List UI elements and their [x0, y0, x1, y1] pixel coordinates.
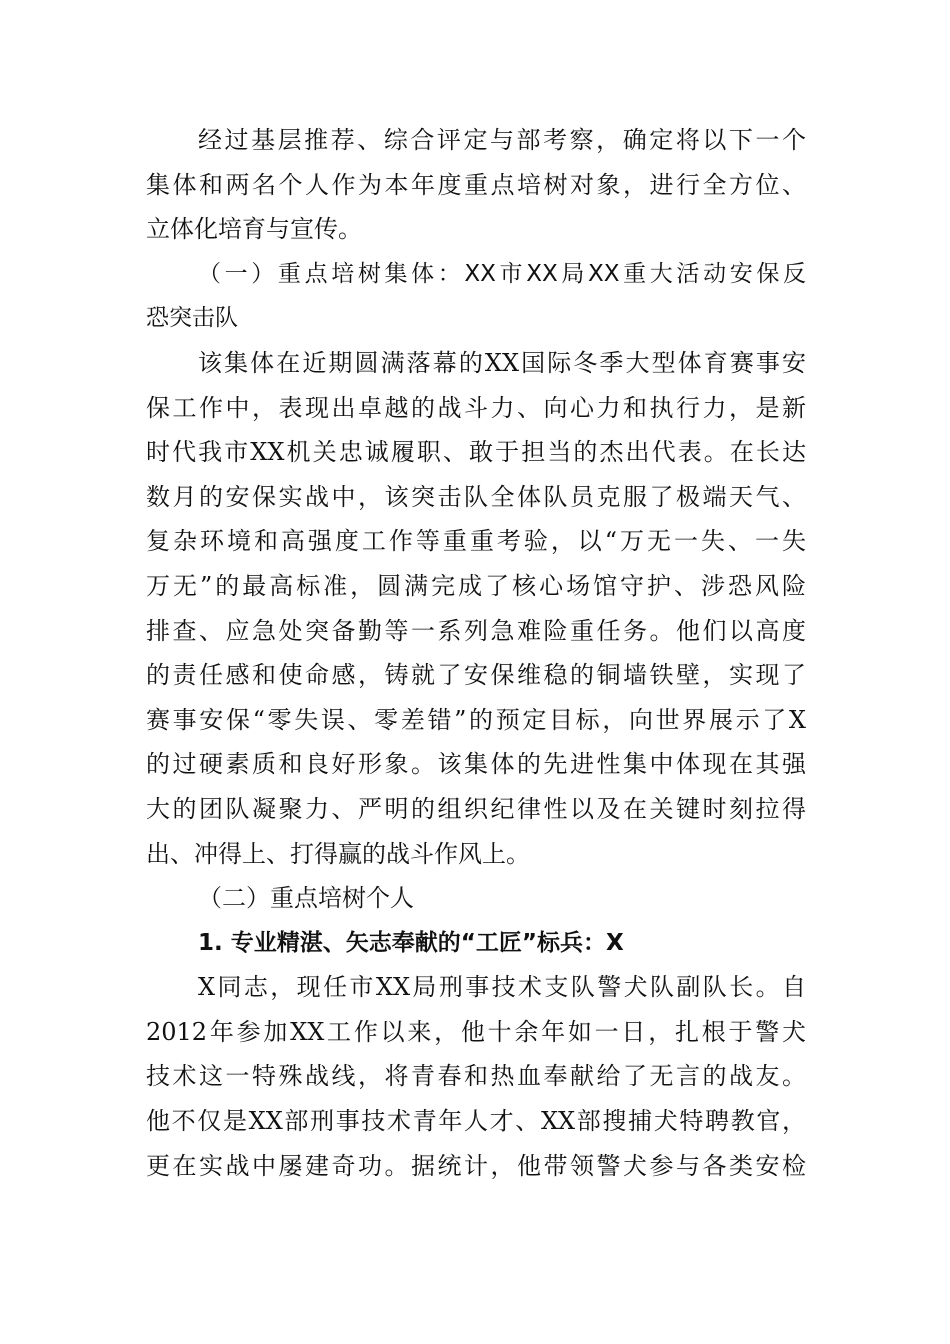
document-page — [146, 118, 806, 1188]
text-line: 该集体在近期圆满落幕的XX国际冬季大型体育赛事安 — [198, 348, 806, 377]
heading-line: （一）重点培树集体：XX市XX局XX重大活动安保反 — [198, 260, 806, 287]
text-line: 数月的安保实战中，该突击队全体队员克服了极端天气、 — [146, 482, 806, 511]
text-line: 赛事安保“零失误、零差错”的预定目标，向世界展示了X — [146, 705, 806, 734]
individual-paragraph — [146, 965, 806, 1188]
text-line: 保工作中，表现出卓越的战斗力、向心力和执行力，是新 — [146, 393, 806, 422]
text-line: 技术这一特殊战线，将青春和热血奉献给了无言的战友。 — [146, 1062, 806, 1091]
text-line: 的责任感和使命感，铸就了安保维稳的铜墙铁壁，实现了 — [146, 661, 806, 690]
text-line: 集体和两名个人作为本年度重点培树对象，进行全方位、 — [146, 170, 806, 199]
collective-paragraph — [146, 341, 806, 876]
intro-paragraph — [146, 118, 806, 252]
text-line: 出、冲得上、打得赢的战斗作风上。 — [146, 839, 530, 868]
text-line: 时代我市XX机关忠诚履职、敢于担当的杰出代表。在长达 — [146, 438, 806, 467]
text-line: X同志，现任市XX局刑事技术支队警犬队副队长。自 — [198, 973, 806, 1002]
text-line: 立体化培育与宣传。 — [146, 215, 362, 244]
text-line: 2012年参加XX工作以来，他十余年如一日，扎根于警犬 — [146, 1017, 806, 1046]
section-heading-individuals: （二）重点培树个人 — [198, 884, 414, 913]
text-line: 更在实战中屡建奇功。据统计，他带领警犬参与各类安检 — [146, 1151, 806, 1180]
subheading-individual-1: 1. 专业精湛、矢志奉献的“工匠”标兵：X — [198, 929, 624, 956]
text-line: 的过硬素质和良好形象。该集体的先进性集中体现在其强 — [146, 750, 806, 779]
text-line: 经过基层推荐、综合评定与部考察，确定将以下一个 — [198, 126, 806, 154]
heading-line: 恐突击队 — [146, 305, 238, 332]
text-line: 复杂环境和高强度工作等重重考验，以“万无一失、一失 — [146, 527, 806, 556]
text-line: 大的团队凝聚力、严明的组织纪律性以及在关键时刻拉得 — [146, 794, 806, 823]
section-heading-collective — [146, 252, 806, 341]
text-line: 排查、应急处突备勤等一系列急难险重任务。他们以高度 — [146, 616, 806, 645]
text-line: 他不仅是XX部刑事技术青年人才、XX部搜捕犬特聘教官， — [146, 1107, 806, 1136]
text-line: 万无”的最高标准，圆满完成了核心场馆守护、涉恐风险 — [146, 571, 806, 600]
